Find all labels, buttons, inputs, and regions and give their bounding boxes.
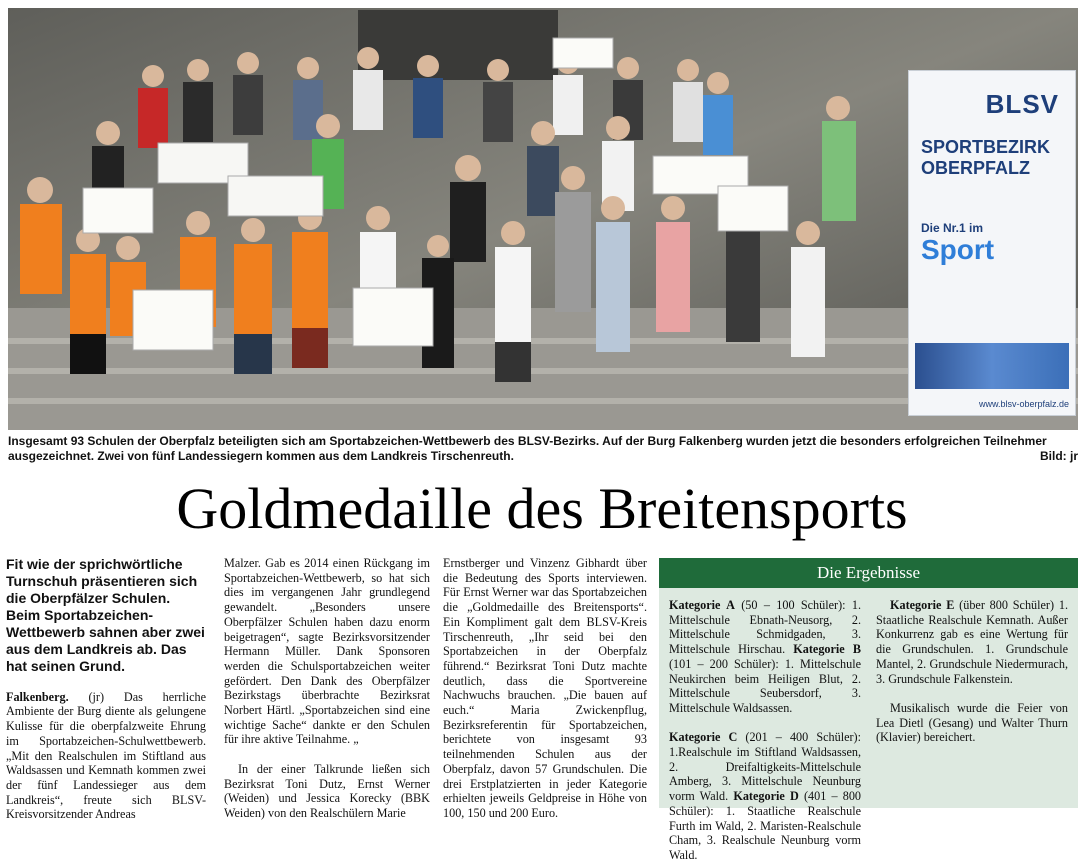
banner-heading: SPORTBEZIRK OBERPFALZ <box>921 137 1051 178</box>
caption-text: Insgesamt 93 Schulen der Oberpfalz beteiligten sich am Sportabzeichen-Wettbewerb des BLSV-Bezirks. Auf der Burg Falkenberg wurden jetzt die besonders erfolgreichen Teilnehmer ausgezeichnet. Zwei von fünf Landessiegern kommen aus dem Landkreis Tirschenreuth. <box>8 434 1047 463</box>
banner-url: www.blsv-oberpfalz.de <box>978 399 1069 409</box>
kat-b-text: (101 – 200 Schüler): 1. Mittelschule Neukirchen beim Heiligen Blut, 2. Mittelschule Seubersdorf, 3. Mittelschule Waldsassen. <box>669 656 861 715</box>
results-kat-e <box>876 598 1068 686</box>
results-column-1 <box>669 598 861 863</box>
kat-c-label: Kategorie C <box>669 730 738 745</box>
results-kat-c-d <box>669 730 861 862</box>
results-kat-a-b <box>669 598 861 716</box>
kat-a-label: Kategorie A <box>669 598 735 612</box>
article-paragraph-3: In der einer Talkrunde ließen sich Bezirksrat Toni Dutz, Ernst Werner (Weiden) und Jessica Korecky (BBK Weiden) von den Realschülern Marie <box>224 761 430 820</box>
kat-c-text: (201 – 400 Schüler): 1.Realschule im Stiftland Waldsassen, 2. Dreifaltigkeits-Mittelschule Amberg, 3. Mittelschule Neunburg vorm Wald. <box>669 730 861 804</box>
article-column-2 <box>224 556 430 821</box>
article-paragraph-4: Ernstberger und Vinzenz Gibhardt über die Bedeutung des Sports interviewen. Für Ernst Werner war das Sportabzeichen die „Goldmedaille des Breitensports“. Ein Kompliment galt dem BLSV-Kreis Tirschenreuth, „Ihr seid bei den Sportabzeichen in der Oberpfalz führend.“ Bezirksrat Toni Dutz machte deutlich, dass die Sportvereine Nachwuchs brauchen. „Die bauen auf euch.“ Maria Zwickenpflug, Bezirksreferentin für Sportabzeichen, berichtete von insgesamt 93 teilnehmenden Schulen aus der Oberpfalz, davon 57 Grundschulen. Die drei Erstplatzierten in jeder Kategorie erhielten jeweils Geldpreise in Höhe von 100, 150 und 200 Euro. <box>443 556 647 820</box>
group-photo <box>8 8 1078 430</box>
paragraph-1-text: (jr) Das herrliche Ambiente der Burg diente als gelungene Kulisse für die oberpfalzweite Ehrung im Sportabzeichen-Schulwettbewerb. „Mit den Realschulen im Stiftland aus Waldsassen und Kemnath kommen zwei der fünf Landessieger aus dem Landkreis“, freute sich BLSV-Kreisvorsitzender Andreas <box>6 689 206 822</box>
kat-e-text: (über 800 Schüler) 1. Staatliche Realschule Kemnath. Außer Konkurrenz gab es eine Wertung für die Grundschulen. 1. Grundschule Mantel, 2. Grundschule Niedermurach, 3. Grundschule Falkenstein. <box>876 598 1068 686</box>
results-title: Die Ergebnisse <box>659 558 1078 588</box>
photo-credit: Bild: jr <box>1040 449 1078 463</box>
kat-a-text: (50 – 100 Schüler): 1. Mittelschule Ebnath-Neusorg, 2. Mittelschule Schmidgaden, 3. Mittelschule Hirschau. <box>669 598 862 657</box>
article-paragraph-1 <box>6 690 206 822</box>
kat-d-text: (401 – 800 Schüler): 1. Staatliche Realschule Furth im Wald, 2. Maristen-Realschule Cham, 3. Realschule Neunburg vorm Wald. <box>669 789 862 862</box>
photo-caption <box>8 434 1078 464</box>
article-lead: Fit wie der sprichwörtliche Turnschuh präsentieren sich die Oberpfälzer Schulen. Beim Sportabzeichen-Wettbewerb sahnen aber zwei aus dem Landkreis ab. Das hat seinen Grund. <box>6 556 205 674</box>
results-box <box>659 558 1078 862</box>
kat-e-label: Kategorie E <box>890 598 955 612</box>
banner-slogan <box>921 221 994 265</box>
blsv-logo: BLSV <box>985 89 1059 119</box>
results-music: Musikalisch wurde die Feier von Lea Dietl (Gesang) und Walter Thurn (Klavier) bereichert. <box>876 700 1068 745</box>
kat-d-label: Kategorie D <box>733 789 799 804</box>
banner-slogan-big: Sport <box>921 234 995 265</box>
banner-slogan-small: Die Nr.1 im <box>921 221 984 235</box>
dateline: Falkenberg. <box>6 689 69 704</box>
article-paragraph-2: Malzer. Gab es 2014 einen Rückgang im Sportabzeichen-Wettbewerb, so hat sich dies im vergangenen Jahr grundlegend gewandelt. „Besonders unsere Oberpfälzer Schulen haben dazu enorm beigetragen“, sagte Bezirksvorsitzender Hermann Müller. Dank Sponsoren werden die Schulsportabzeichen weiter gefördert. Den Dank des Oberpfälzer Bezirkstags überbrachte Bezirksrat Norbert Härtl. „Sportabzeichen sind eine wichtige Sache“ dankte er den Schulen für ihre aktive Teilnahme. „ <box>224 556 430 747</box>
blsv-banner <box>908 70 1076 416</box>
kat-b-label: Kategorie B <box>793 642 861 657</box>
results-column-2 <box>876 598 1068 745</box>
banner-image-strip <box>915 343 1069 389</box>
article-column-3 <box>443 556 647 821</box>
article-column-1 <box>6 556 206 822</box>
article-headline: Goldmedaille des Breitensports <box>176 476 908 541</box>
